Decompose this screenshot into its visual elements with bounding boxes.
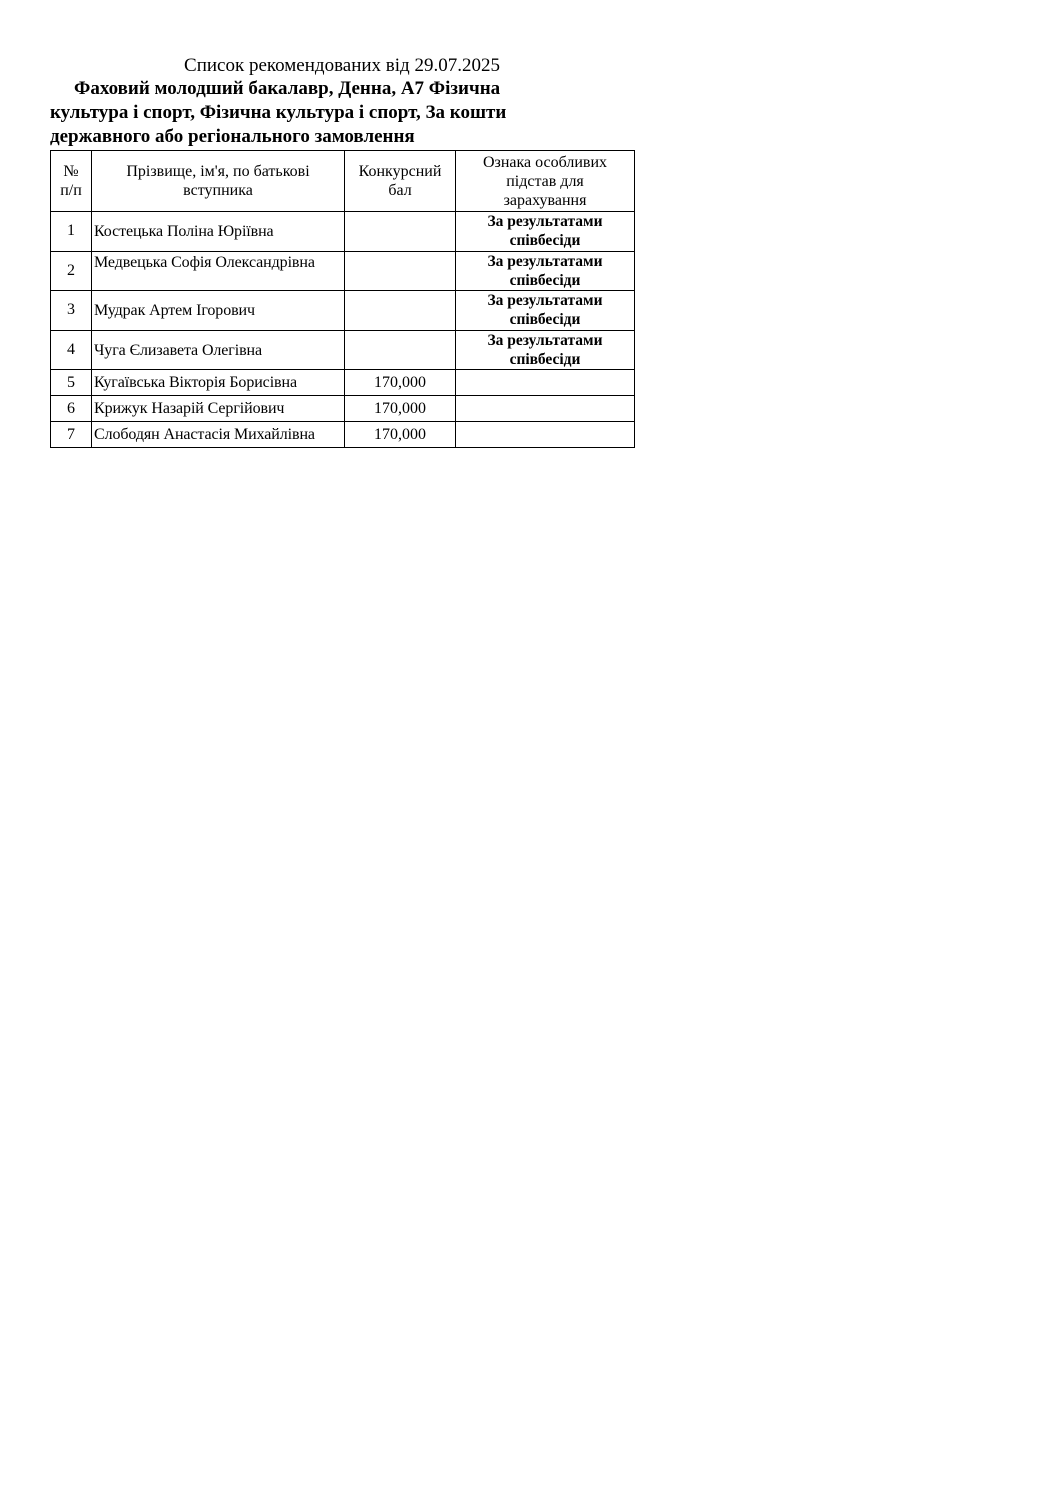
applicant-name: Медвецька Софія Олександрівна [92, 251, 345, 291]
subtitle-line: культура і спорт, Фізична культура і спорт, За кошти [50, 102, 507, 123]
table-row [51, 422, 635, 448]
competition-score: 170,000 [345, 396, 456, 422]
row-number: 7 [51, 422, 92, 448]
row-number: 4 [51, 330, 92, 370]
special-grounds-text: співбесіди [509, 311, 581, 328]
header-text: бал [388, 182, 412, 199]
applicant-name: Мудрак Артем Ігорович [92, 291, 345, 331]
competition-score [345, 330, 456, 370]
applicant-name: Крижук Назарій Сергійович [92, 396, 345, 422]
list-title: Список рекомендованих від 29.07.2025 [184, 55, 500, 76]
header-text: вступника [183, 182, 253, 199]
applicant-name: Чуга Єлизавета Олегівна [92, 330, 345, 370]
competition-score [345, 291, 456, 331]
column-header-name [92, 151, 345, 212]
subtitle-line: Фаховий молодший бакалавр, Денна, A7 Фізична [74, 78, 501, 99]
special-grounds-text: За результатами [487, 213, 603, 230]
special-grounds [456, 330, 635, 370]
table-row [51, 370, 635, 396]
row-number: 2 [51, 251, 92, 291]
row-number: 3 [51, 291, 92, 331]
special-grounds-text: За результатами [487, 252, 603, 270]
table-row [51, 251, 635, 291]
special-grounds [456, 291, 635, 331]
subtitle-line: державного або регіонального замовлення [50, 126, 415, 147]
special-grounds [456, 212, 635, 252]
competition-score: 170,000 [345, 370, 456, 396]
special-grounds-text: За результатами [487, 292, 603, 309]
column-header-special-grounds [456, 151, 635, 212]
column-header-number [51, 151, 92, 212]
header-text: підстав для [506, 172, 584, 190]
special-grounds [456, 251, 635, 291]
applicant-name: Костецька Поліна Юріївна [92, 212, 345, 252]
special-grounds-text: співбесіди [509, 350, 581, 368]
table-row [51, 212, 635, 252]
competition-score [345, 212, 456, 252]
special-grounds-text: За результатами [487, 331, 603, 349]
header-text: № [63, 163, 79, 180]
competition-score: 170,000 [345, 422, 456, 448]
special-grounds [456, 422, 635, 448]
table-header-row [51, 151, 635, 212]
special-grounds [456, 396, 635, 422]
table-row [51, 396, 635, 422]
row-number: 1 [51, 212, 92, 252]
table-row [51, 330, 635, 370]
special-grounds [456, 370, 635, 396]
special-grounds-text: співбесіди [509, 232, 581, 249]
column-header-score [345, 151, 456, 212]
applicant-name: Слободян Анастасія Михайлівна [92, 422, 345, 448]
document-header [50, 54, 634, 149]
header-text: Конкурсний [358, 163, 442, 180]
competition-score [345, 251, 456, 291]
header-text: Ознака особливих [482, 153, 608, 171]
applicant-name: Кугаївська Вікторія Борисівна [92, 370, 345, 396]
special-grounds-text: співбесіди [509, 271, 581, 289]
header-text: п/п [60, 182, 82, 199]
header-text: Прізвище, ім'я, по батькові [126, 163, 310, 180]
table-row [51, 291, 635, 331]
header-text: зарахування [503, 191, 587, 209]
program-subtitle [50, 77, 634, 149]
recommended-applicants-table [50, 150, 635, 448]
row-number: 5 [51, 370, 92, 396]
row-number: 6 [51, 396, 92, 422]
